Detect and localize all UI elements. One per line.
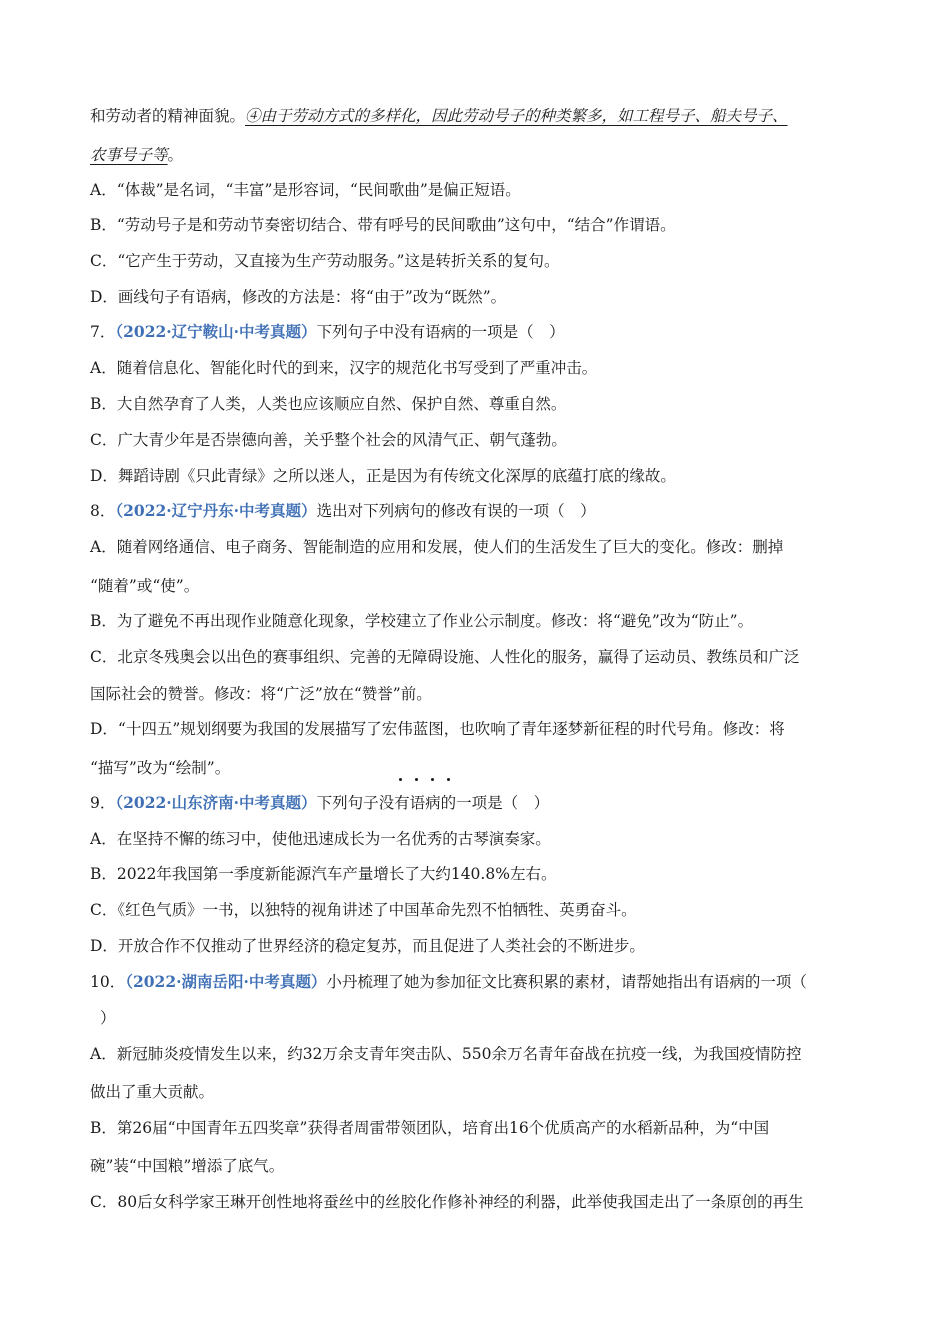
q10-option-b-line-1: B．第26届“中国青年五四奖章”获得者周雷带领团队，培育出16个优质高产的水稻新品种，为“中国: [90, 1119, 770, 1137]
q8-option-d-line-1: D．“十四五”规划纲要为我国的发展描写了宏伟蓝图，也吹响了青年逐梦新征程的时代号角。修改：将: [90, 720, 785, 738]
q7-option-d: D．舞蹈诗剧《只此青绿》之所以迷人，正是因为有传统文化深厚的底蕴打底的缘故。: [90, 467, 676, 485]
intro-text: 和劳动者的精神面貌。: [90, 107, 246, 125]
emphasis-dots: [399, 778, 459, 784]
q8-option-c-line-2: 国际社会的赞誉。修改：将“广泛”放在“赞誉”前。: [90, 685, 432, 703]
underlined-sentence-end: 农事号子等: [90, 146, 168, 164]
q9-stem: 9．（2022·山东济南·中考真题）下列句子没有语病的一项是（ ）: [90, 793, 550, 812]
q8-option-d-line-2: “描写”改为“绘制”。: [90, 759, 231, 777]
q8-option-c-line-1: C．北京冬残奥会以出色的赛事组织、完善的无障碍设施、人性化的服务，赢得了运动员、教练员和广泛: [90, 648, 800, 666]
emphasis-dot: [415, 778, 418, 781]
q8-source: （2022·辽宁丹东·中考真题）: [115, 501, 317, 520]
q7-source: （2022·辽宁鞍山·中考真题）: [115, 322, 317, 341]
q9-option-d: D．开放合作不仅推动了世界经济的稳定复苏，而且促进了人类社会的不断进步。: [90, 937, 645, 955]
intro-line-1: [90, 106, 788, 126]
q10-option-a-line-2: 做出了重大贡献。: [90, 1083, 215, 1101]
intro-end: 。: [167, 146, 184, 164]
q9-option-a: A．在坚持不懈的练习中，使他迅速成长为一名优秀的古琴演奏家。: [90, 830, 551, 848]
intro-line-2: [90, 145, 183, 165]
q6-option-b: B．“劳动号子是和劳动节奏密切结合、带有呼号的民间歌曲”这句中，“结合”作谓语。: [90, 216, 676, 234]
q6-option-d: D．画线句子有语病，修改的方法是：将“由于”改为“既然”。: [90, 288, 507, 306]
q10-stem-end: ）: [100, 1009, 116, 1027]
q10-option-b-line-2: 碗”装“中国粮”增添了底气。: [90, 1157, 285, 1175]
emphasis-dot: [431, 778, 434, 781]
q8-option-b: B．为了避免不再出现作业随意化现象，学校建立了作业公示制度。修改：将“避免”改为“防止”。: [90, 612, 754, 630]
q7-option-a: A．随着信息化、智能化时代的到来，汉字的规范化书写受到了严重冲击。: [90, 359, 598, 377]
q9-option-c: C．《红色气质》一书，以独特的视角讲述了中国革命先烈不怕牺牲、英勇奋斗。: [90, 901, 637, 919]
q7-option-b: B．大自然孕育了人类，人类也应该顺应自然、保护自然、尊重自然。: [90, 395, 567, 413]
q10-source: （2022·湖南岳阳·中考真题）: [125, 972, 327, 991]
emphasis-dot: [399, 778, 402, 781]
q10-option-a-line-1: A．新冠肺炎疫情发生以来，约32万余支青年突击队、550余万名青年奋战在抗疫一线，为我国疫情防控: [90, 1045, 802, 1063]
emphasis-dot: [447, 778, 450, 781]
q7-stem: 7．（2022·辽宁鞍山·中考真题）下列句子中没有语病的一项是（ ）: [90, 322, 565, 341]
q8-stem: 8．（2022·辽宁丹东·中考真题）选出对下列病句的修改有误的一项（ ）: [90, 501, 596, 520]
q9-source: （2022·山东济南·中考真题）: [115, 793, 317, 812]
q6-option-a: A．“体裁”是名词，“丰富”是形容词，“民间歌曲”是偏正短语。: [90, 181, 521, 199]
q10-option-c-line-1: C．80后女科学家王琳开创性地将蚕丝中的丝胶化作修补神经的利器，此举使我国走出了一条原创的再生: [90, 1193, 804, 1211]
q8-option-a-line-1: A．随着网络通信、电子商务、智能制造的应用和发展，使人们的生活发生了巨大的变化。修改：删掉: [90, 538, 784, 556]
q8-option-a-line-2: “随着”或“使”。: [90, 577, 200, 595]
q10-stem: 10．（2022·湖南岳阳·中考真题）小丹梳理了她为参加征文比赛积累的素材，请帮她指出有语病的一项（: [90, 972, 807, 991]
q7-option-c: C．广大青少年是否崇德向善，关乎整个社会的风清气正、朝气蓬勃。: [90, 431, 567, 449]
q9-option-b: B．2022年我国第一季度新能源汽车产量增长了大约140.8%左右。: [90, 865, 557, 883]
q6-option-c: C．“它产生于劳动，又直接为生产劳动服务。”这是转折关系的复句。: [90, 252, 560, 270]
underlined-sentence: ④由于劳动方式的多样化，因此劳动号子的种类繁多，如工程号子、船夫号子、: [245, 107, 788, 125]
